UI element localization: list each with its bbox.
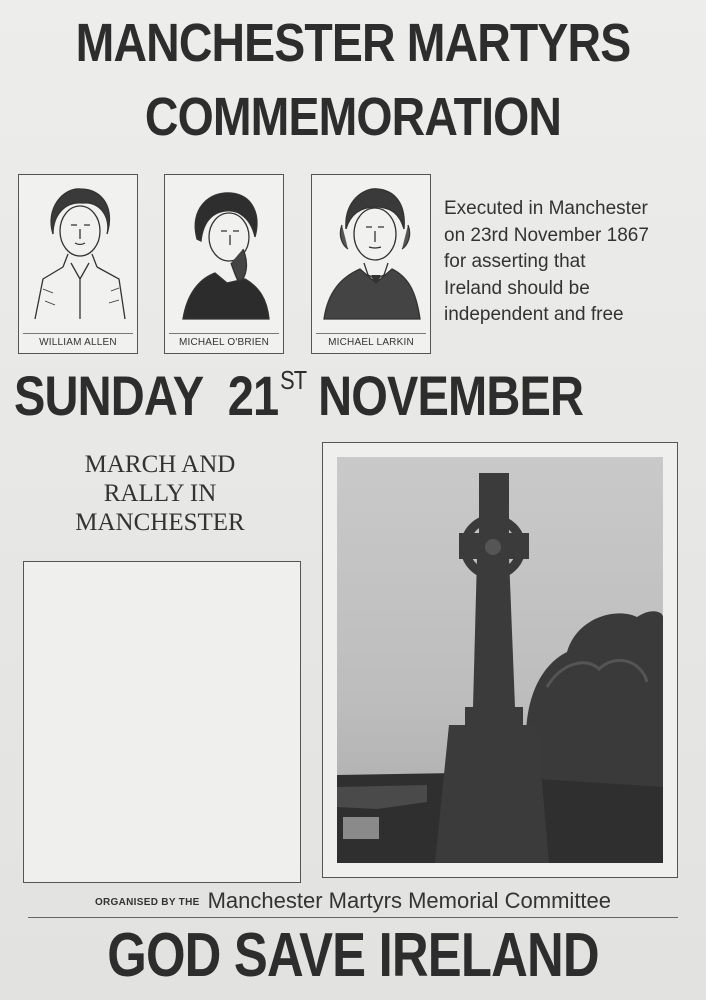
event-description — [30, 450, 290, 537]
date-month: NOVEMBER — [318, 364, 584, 427]
execution-line: on 23rd November 1867 — [444, 224, 649, 246]
portrait-name: WILLIAM ALLEN — [23, 333, 133, 350]
slogan: GOD SAVE IRELAND — [107, 921, 599, 990]
portrait-illustration-icon — [23, 179, 133, 329]
date-number: 21 — [227, 364, 279, 427]
portrait-name: MICHAEL LARKIN — [316, 333, 426, 350]
date-day: SUNDAY — [14, 364, 204, 427]
blank-notice-box — [23, 561, 301, 883]
organiser-line — [0, 888, 706, 914]
event-line: MANCHESTER — [75, 509, 245, 536]
execution-line: for asserting that — [444, 251, 586, 272]
execution-line: independent and free — [444, 304, 624, 325]
portrait-william-allen — [18, 174, 138, 354]
title-line-1: MANCHESTER MARTYRS — [75, 13, 631, 73]
organiser-prefix: ORGANISED BY THE — [94, 897, 200, 908]
portrait-michael-obrien — [164, 174, 284, 354]
date-suffix: ST — [280, 365, 307, 395]
memorial-photo-frame — [322, 442, 678, 878]
execution-text — [444, 196, 694, 329]
execution-line: Ireland should be — [444, 277, 590, 299]
title-line-2: COMMEMORATION — [144, 87, 562, 147]
execution-line: Executed in Manchester — [444, 198, 648, 219]
celtic-cross-photo — [337, 457, 663, 863]
organiser-name: Manchester Martyrs Memorial Committee — [207, 888, 612, 913]
event-line: RALLY IN — [103, 480, 217, 507]
portrait-name: MICHAEL O'BRIEN — [169, 333, 279, 350]
divider — [28, 917, 678, 918]
portrait-illustration-icon — [316, 179, 426, 329]
event-date — [14, 363, 585, 428]
event-line: MARCH AND — [84, 451, 236, 478]
portrait-illustration-icon — [169, 179, 279, 329]
portrait-michael-larkin — [311, 174, 431, 354]
